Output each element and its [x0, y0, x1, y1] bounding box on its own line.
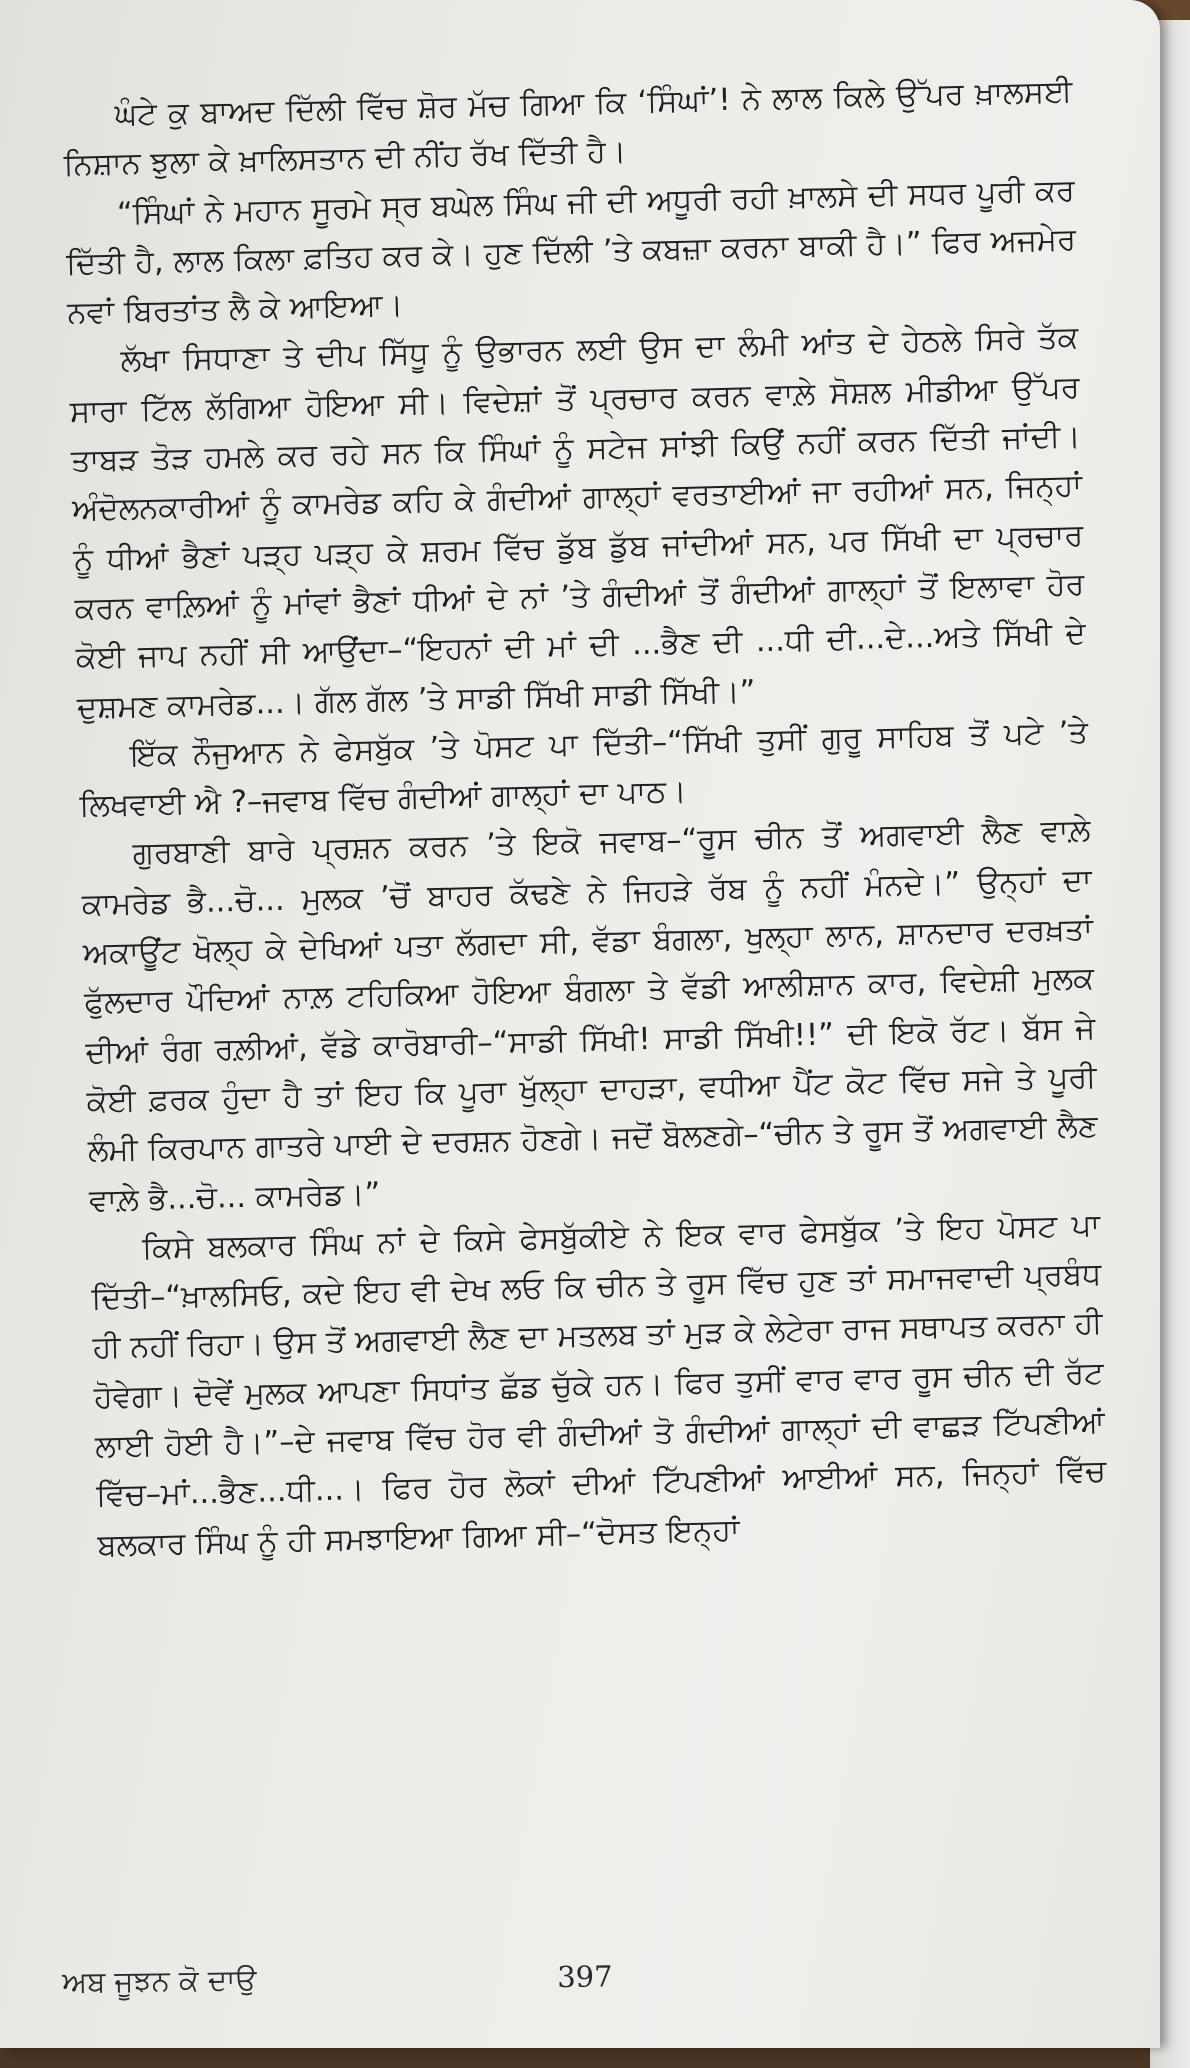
paragraph: ਇੱਕ ਨੌਜੁਆਨ ਨੇ ਫੇਸਬੁੱਕ ’ਤੇ ਪੋਸਟ ਪਾ ਦਿੱਤੀ–“ਸਿੱਖੀ ਤੁਸੀਂ ਗੁਰੂ ਸਾਹਿਬ ਤੋਂ ਪਟੇ ’ਤੇ ਲਿਖਵਾਈ ਐ ?–ਜਵਾਬ ਵਿੱਚ ਗੰਦੀਆਂ ਗਾਲ੍ਹਾਂ ਦਾ ਪਾਠ।	[79, 714, 1089, 824]
paragraph: “ਸਿੰਘਾਂ ਨੇ ਮਹਾਨ ਸੂਰਮੇ ਸ੍ਰ ਬਘੇਲ ਸਿੰਘ ਜੀ ਦੀ ਅਧੂਰੀ ਰਹੀ ਖ਼ਾਲਸੇ ਦੀ ਸਧਰ ਪੂਰੀ ਕਰ ਦਿੱਤੀ ਹੈ, ਲਾਲ ਕਿਲਾ ਫ਼ਤਿਹ ਕਰ ਕੇ। ਹੁਣ ਦਿੱਲੀ ’ਤੇ ਕਬਜ਼ਾ ਕਰਨਾ ਬਾਕੀ ਹੈ।” ਫਿਰ ਅਜਮੇਰ ਨਵਾਂ ਬਿਰਤਾਂਤ ਲੈ ਕੇ ਆਇਆ।	[65, 172, 1077, 332]
page-number: 397	[556, 1959, 613, 1995]
running-head: ਅਬ ਜੂਝਨ ਕੋ ਦਾਉ	[62, 1962, 257, 1999]
paragraph: ਕਿਸੇ ਬਲਕਾਰ ਸਿੰਘ ਨਾਂ ਦੇ ਕਿਸੇ ਫੇਸਬੁੱਕੀਏ ਨੇ ਇਕ ਵਾਰ ਫੇਸਬੁੱਕ ’ਤੇ ਇਹ ਪੋਸਟ ਪਾ ਦਿੱਤੀ–“ਖ਼ਾਲਸਿਓ, ਕਦੇ ਇਹ ਵੀ ਦੇਖ ਲਓ ਕਿ ਚੀਨ ਤੇ ਰੂਸ ਵਿੱਚ ਹੁਣ ਤਾਂ ਸਮਾਜਵਾਦੀ ਪ੍ਰਬੰਧ ਹੀ ਨਹੀਂ ਰਿਹਾ। ਉਸ ਤੋਂ ਅਗਵਾਈ ਲੈਣ ਦਾ ਮਤਲਬ ਤਾਂ ਮੁੜ ਕੇ ਲੇਟੇਰਾ ਰਾਜ ਸਥਾਪਤ ਕਰਨਾ ਹੀ ਹੋਵੇਗਾ। ਦੋਵੇਂ ਮੁਲਕ ਆਪਣਾ ਸਿਧਾਂਤ ਛੱਡ ਚੁੱਕੇ ਹਨ। ਫਿਰ ਤੁਸੀਂ ਵਾਰ ਵਾਰ ਰੂਸ ਚੀਨ ਦੀ ਰੱਟ ਲਾਈ ਹੋਈ ਹੈ।”–ਦੇ ਜਵਾਬ ਵਿੱਚ ਹੋਰ ਵੀ ਗੰਦੀਆਂ ਤੋ ਗੰਦੀਆਂ ਗਾਲ੍ਹਾਂ ਦੀ ਵਾਛੜ ਟਿੱਪਣੀਆਂ ਵਿੱਚ–ਮਾਂ...ਭੈਣ...ਧੀ...। ਫਿਰ ਹੋਰ ਲੋਕਾਂ ਦੀਆਂ ਟਿੱਪਣੀਆਂ ਆਈਆਂ ਸਨ, ਜਿਨ੍ਹਾਂ ਵਿੱਚ ਬਲਕਾਰ ਸਿੰਘ ਨੂੰ ਹੀ ਸਮਝਾਇਆ ਗਿਆ ਸੀ–“ਦੋਸਤ ਇਨ੍ਹਾਂ	[91, 1207, 1107, 1564]
page-footer	[62, 1951, 1063, 2025]
paragraph: ਗੁਰਬਾਣੀ ਬਾਰੇ ਪ੍ਰਸ਼ਨ ਕਰਨ ’ਤੇ ਇਕੋ ਜਵਾਬ–“ਰੂਸ ਚੀਨ ਤੋਂ ਅਗਵਾਈ ਲੈਣ ਵਾਲ਼ੇ ਕਾਮਰੇਡ ਭੈ...ਚੋ... ਮੁਲਕ ’ਚੋਂ ਬਾਹਰ ਕੱਢਣੇ ਨੇ ਜਿਹੜੇ ਰੱਬ ਨੂੰ ਨਹੀਂ ਮੰਨਦੇ।” ਉਨ੍ਹਾਂ ਦਾ ਅਕਾਊਂਟ ਖੋਲ੍ਹ ਕੇ ਦੇਖਿਆਂ ਪਤਾ ਲੱਗਦਾ ਸੀ, ਵੱਡਾ ਬੰਗਲਾ, ਖੁਲ੍ਹਾ ਲਾਨ, ਸ਼ਾਨਦਾਰ ਦਰਖ਼ਤਾਂ ਫੁੱਲਦਾਰ ਪੌਦਿਆਂ ਨਾਲ਼ ਟਹਿਕਿਆ ਹੋਇਆ ਬੰਗਲਾ ਤੇ ਵੱਡੀ ਆਲੀਸ਼ਾਨ ਕਾਰ, ਵਿਦੇਸ਼ੀ ਮੁਲਕ ਦੀਆਂ ਰੰਗ ਰਲ਼ੀਆਂ, ਵੱਡੇ ਕਾਰੋਬਾਰੀ–“ਸਾਡੀ ਸਿੱਖੀ! ਸਾਡੀ ਸਿੱਖੀ!!” ਦੀ ਇਕੋ ਰੱਟ। ਬੱਸ ਜੇ ਕੋਈ ਫ਼ਰਕ ਹੁੰਦਾ ਹੈ ਤਾਂ ਇਹ ਕਿ ਪੂਰਾ ਖੁੱਲ੍ਹਾ ਦਾਹੜਾ, ਵਧੀਆ ਪੈਂਟ ਕੋਟ ਵਿੱਚ ਸਜੇ ਤੇ ਪੂਰੀ ਲੰਮੀ ਕਿਰਪਾਨ ਗਾਤਰੇ ਪਾਈ ਦੇ ਦਰਸ਼ਨ ਹੋਣਗੇ। ਜਦੋਂ ਬੋਲਣਗੇ–“ਚੀਨ ਤੇ ਰੂਸ ਤੋਂ ਅਗਵਾਈ ਲੈਣ ਵਾਲ਼ੇ ਭੈ...ਚੋ... ਕਾਮਰੇਡ।”	[81, 813, 1099, 1219]
page-body	[62, 67, 1108, 1570]
paragraph: ਘੰਟੇ ਕੁ ਬਾਅਦ ਦਿੱਲੀ ਵਿੱਚ ਸ਼ੋਰ ਮੱਚ ਗਿਆ ਕਿ ‘ਸਿੰਘਾਂ’! ਨੇ ਲਾਲ ਕਿਲੇ ਉੱਪਰ ਖ਼ਾਲਸਈ ਨਿਸ਼ਾਨ ਝੁਲਾ ਕੇ ਖ਼ਾਲਿਸਤਾਨ ਦੀ ਨੀਂਹ ਰੱਖ ਦਿੱਤੀ ਹੈ।	[63, 74, 1073, 184]
paragraph: ਲੱਖਾ ਸਿਧਾਣਾ ਤੇ ਦੀਪ ਸਿੱਧੂ ਨੂੰ ਉਭਾਰਨ ਲਈ ਉਸ ਦਾ ਲੰਮੀ ਆਂਤ ਦੇ ਹੇਠਲੇ ਸਿਰੇ ਤੱਕ ਸਾਰਾ ਟਿੱਲ ਲੱਗਿਆ ਹੋਇਆ ਸੀ। ਵਿਦੇਸ਼ਾਂ ਤੋਂ ਪ੍ਰਚਾਰ ਕਰਨ ਵਾਲ਼ੇ ਸੋਸ਼ਲ ਮੀਡੀਆ ਉੱਪਰ ਤਾਬੜ ਤੋੜ ਹਮਲੇ ਕਰ ਰਹੇ ਸਨ ਕਿ ਸਿੰਘਾਂ ਨੂੰ ਸਟੇਜ ਸਾਂਝੀ ਕਿਉਂ ਨਹੀਂ ਕਰਨ ਦਿੱਤੀ ਜਾਂਦੀ। ਅੰਦੋਲਨਕਾਰੀਆਂ ਨੂੰ ਕਾਮਰੇਡ ਕਹਿ ਕੇ ਗੰਦੀਆਂ ਗਾਲ੍ਹਾਂ ਵਰਤਾਈਆਂ ਜਾ ਰਹੀਆਂ ਸਨ, ਜਿਨ੍ਹਾਂ ਨੂੰ ਧੀਆਂ ਭੈਣਾਂ ਪੜ੍ਹ ਪੜ੍ਹ ਕੇ ਸ਼ਰਮ ਵਿੱਚ ਡੁੱਬ ਡੁੱਬ ਜਾਂਦੀਆਂ ਸਨ, ਪਰ ਸਿੱਖੀ ਦਾ ਪ੍ਰਚਾਰ ਕਰਨ ਵਾਲ਼ਿਆਂ ਨੂੰ ਮਾਂਵਾਂ ਭੈਣਾਂ ਧੀਆਂ ਦੇ ਨਾਂ ’ਤੇ ਗੰਦੀਆਂ ਤੋਂ ਗੰਦੀਆਂ ਗਾਲ੍ਹਾਂ ਤੋਂ ਇਲਾਵਾ ਹੋਰ ਕੋਈ ਜਾਪ ਨਹੀਂ ਸੀ ਆਉਂਦਾ–“ਇਹਨਾਂ ਦੀ ਮਾਂ ਦੀ ...ਭੈਣ ਦੀ ...ਧੀ ਦੀ...ਦੇ...ਅਤੇ ਸਿੱਖੀ ਦੇ ਦੁਸ਼ਮਣ ਕਾਮਰੇਡ...। ਗੱਲ ਗੱਲ ’ਤੇ ਸਾਡੀ ਸਿੱਖੀ ਸਾਡੀ ਸਿੱਖੀ।”	[69, 320, 1086, 726]
